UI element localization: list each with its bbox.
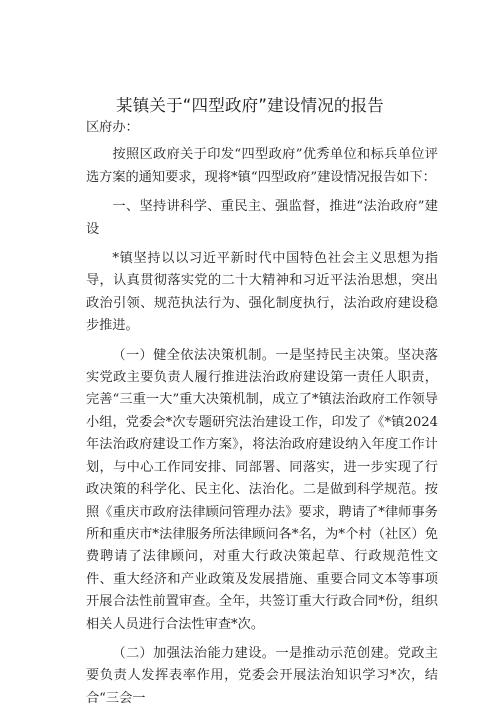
document-title: 某镇关于“四型政府”建设情况的报告 — [116, 96, 384, 115]
paragraph-overview: *镇坚持以以习近平新时代中国特色社会主义思想为指导，认真贯彻落实党的二十大精神和习近平法治思想，突出政治引领、规范执法行为、强化制度执行，法治政府建设稳步推进。 — [86, 251, 438, 334]
section-heading-1: 一、坚持讲科学、重民主、强监督，推进“法治政府”建设 — [86, 199, 438, 237]
salutation: 区府办： — [86, 120, 139, 135]
paragraph-capacity-building: （二）加强法治能力建设。一是推动示范创建。党政主要负责人发挥表率作用，党委会开展法治知识学习*次，结合“三会一 — [86, 645, 438, 706]
paragraph-intro: 按照区政府关于印发“四型政府”优秀单位和标兵单位评选方案的通知要求，现将*镇“四型政府”建设情况报告如下： — [86, 147, 438, 185]
paragraph-decision-mechanism: （一）健全依法决策机制。一是坚持民主决策。坚决落实党政主要负责人履行推进法治政府建设第一责任人职责，完善“三重一大”重大决策机制，成立了*镇法治政府工作领导小组，党委会*次专题研究法治建设工作，印发了《*镇2024年法治政府建设工作方案》，将法治政府建设纳入年度工作计划，与中心工作同安排、同部署、同落实，进一步实现了行政决策的科学化、民主化、法治化。二是做到科学规范。按照《重庆市政府法律顾问管理办法》要求，聘请了*律师事务所和重庆市*法律服务所法律顾问各*名，为*个村（社区）免费聘请了法律顾问，对重大行政决策起草、行政规范性文件、重大经济和产业政策及发展措施、重要合同文本等事项开展合法性前置审查。全年，共签订重大行政合同*份，组织相关人员进行合法性审查*次。 — [86, 347, 438, 632]
document-body — [86, 117, 438, 710]
